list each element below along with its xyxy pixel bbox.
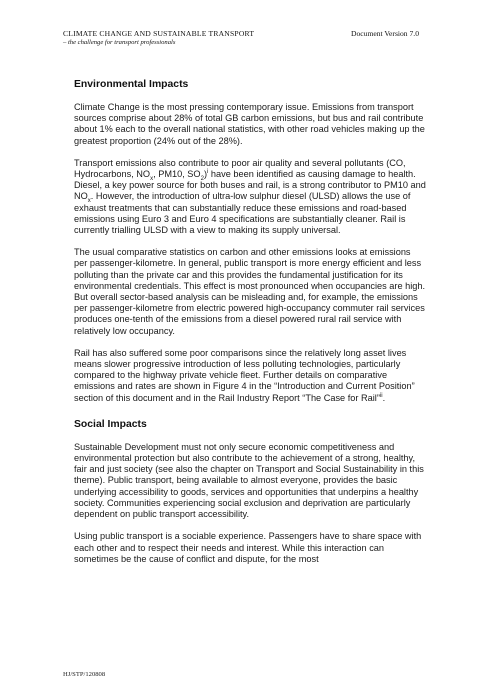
paragraph-sustainable-development: Sustainable Development must not only secure economic competitiveness and environmental protection but also contribute to the achievement of a strong, healthy, fair and just society (see also the chapter on Transport and Social Sustainability in this theme). Public transport, being available to almost everyone, provides the basic underlying accessibility to goods, services and opportunities that underpins a healthy society. Communities experiencing social exclusion and deprivation are particularly dependent on public transport accessibility. <box>74 441 424 520</box>
paragraph-comparative-statistics: The usual comparative statistics on carbon and other emissions looks at emissions per passenger-kilometre. In general, public transport is more energy efficient and less polluting than the private car and this provides the fundamental justification for its environmental credentials. This effect is most pronounced when occupancies are high. But overall sector-based analysis can be misleading and, for example, the emissions per passenger-kilometre from electric powered high-occupancy commuter rail services produces one-tenth of the emissions from a diesel powered rural rail service with relatively low occupancy. <box>74 247 426 336</box>
text-run: . <box>382 392 386 403</box>
subscript: x <box>87 198 91 205</box>
text-run: Transport emissions also contribute to poor air quality and several pollutants (CO, Hydrocarbons, NO <box>74 157 406 180</box>
footer-code: HJ/STP/120808 <box>63 671 106 678</box>
section-heading-environmental: Environmental Impacts <box>74 79 189 90</box>
text-run: . However, the introduction of ultra-low sulphur diesel (ULSD) allows the use of exhaust treatments that can substantially reduce these emissions and road-based emissions using Euro 3 and Euro 4 specifications are substantially cleaner. Rail is currently trialling ULSD with a view to making its supply universal. <box>74 191 411 236</box>
text-run: have been identified as causing damage to health. Diesel, a key power source for both buses and rail, is a strong contributor to PM10 and NO <box>74 169 426 202</box>
text-run: ) <box>203 169 207 180</box>
subscript: 2 <box>200 175 204 182</box>
document-version: Document Version 7.0 <box>351 29 419 38</box>
header-title: CLIMATE CHANGE AND SUSTAINABLE TRANSPORT <box>63 29 255 38</box>
text-run: , PM10, SO <box>153 169 201 180</box>
header-subtitle: – the challenge for transport professionals <box>63 39 176 46</box>
paragraph-sociable-experience: Using public transport is a sociable experience. Passengers have to share space with each other and to respect their needs and interest. While this interaction can sometimes be the cause of conflict and dispute, for the most <box>74 531 422 564</box>
paragraph-climate-change: Climate Change is the most pressing contemporary issue. Emissions from transport sources comprise about 28% of total GB carbon emissions, but bus and rail contribute about 1% each to the overall national statistics, with other road vehicles making up the greatest proportion (24% out of the 28%). <box>74 102 425 146</box>
footnote-ref[interactable]: i <box>207 168 209 175</box>
page-header <box>63 29 419 46</box>
footnote-ref[interactable]: ii <box>379 392 383 399</box>
section-heading-social: Social Impacts <box>74 418 147 430</box>
text-run: Rail has also suffered some poor comparisons since the relatively long asset lives means slower progressive introduction of less polluting technologies, particularly compared to the highway private vehicle fleet. Further details on comparative emissions and rates are shown in Figure 4 in the “Introduction and Current Position” section of this document and in the Rail Industry Report “The Case for Rail” <box>74 347 415 403</box>
subscript: x <box>150 175 154 182</box>
paragraph-transport-emissions <box>74 158 426 236</box>
document-body <box>74 79 426 576</box>
paragraph-rail-comparisons <box>74 348 426 404</box>
